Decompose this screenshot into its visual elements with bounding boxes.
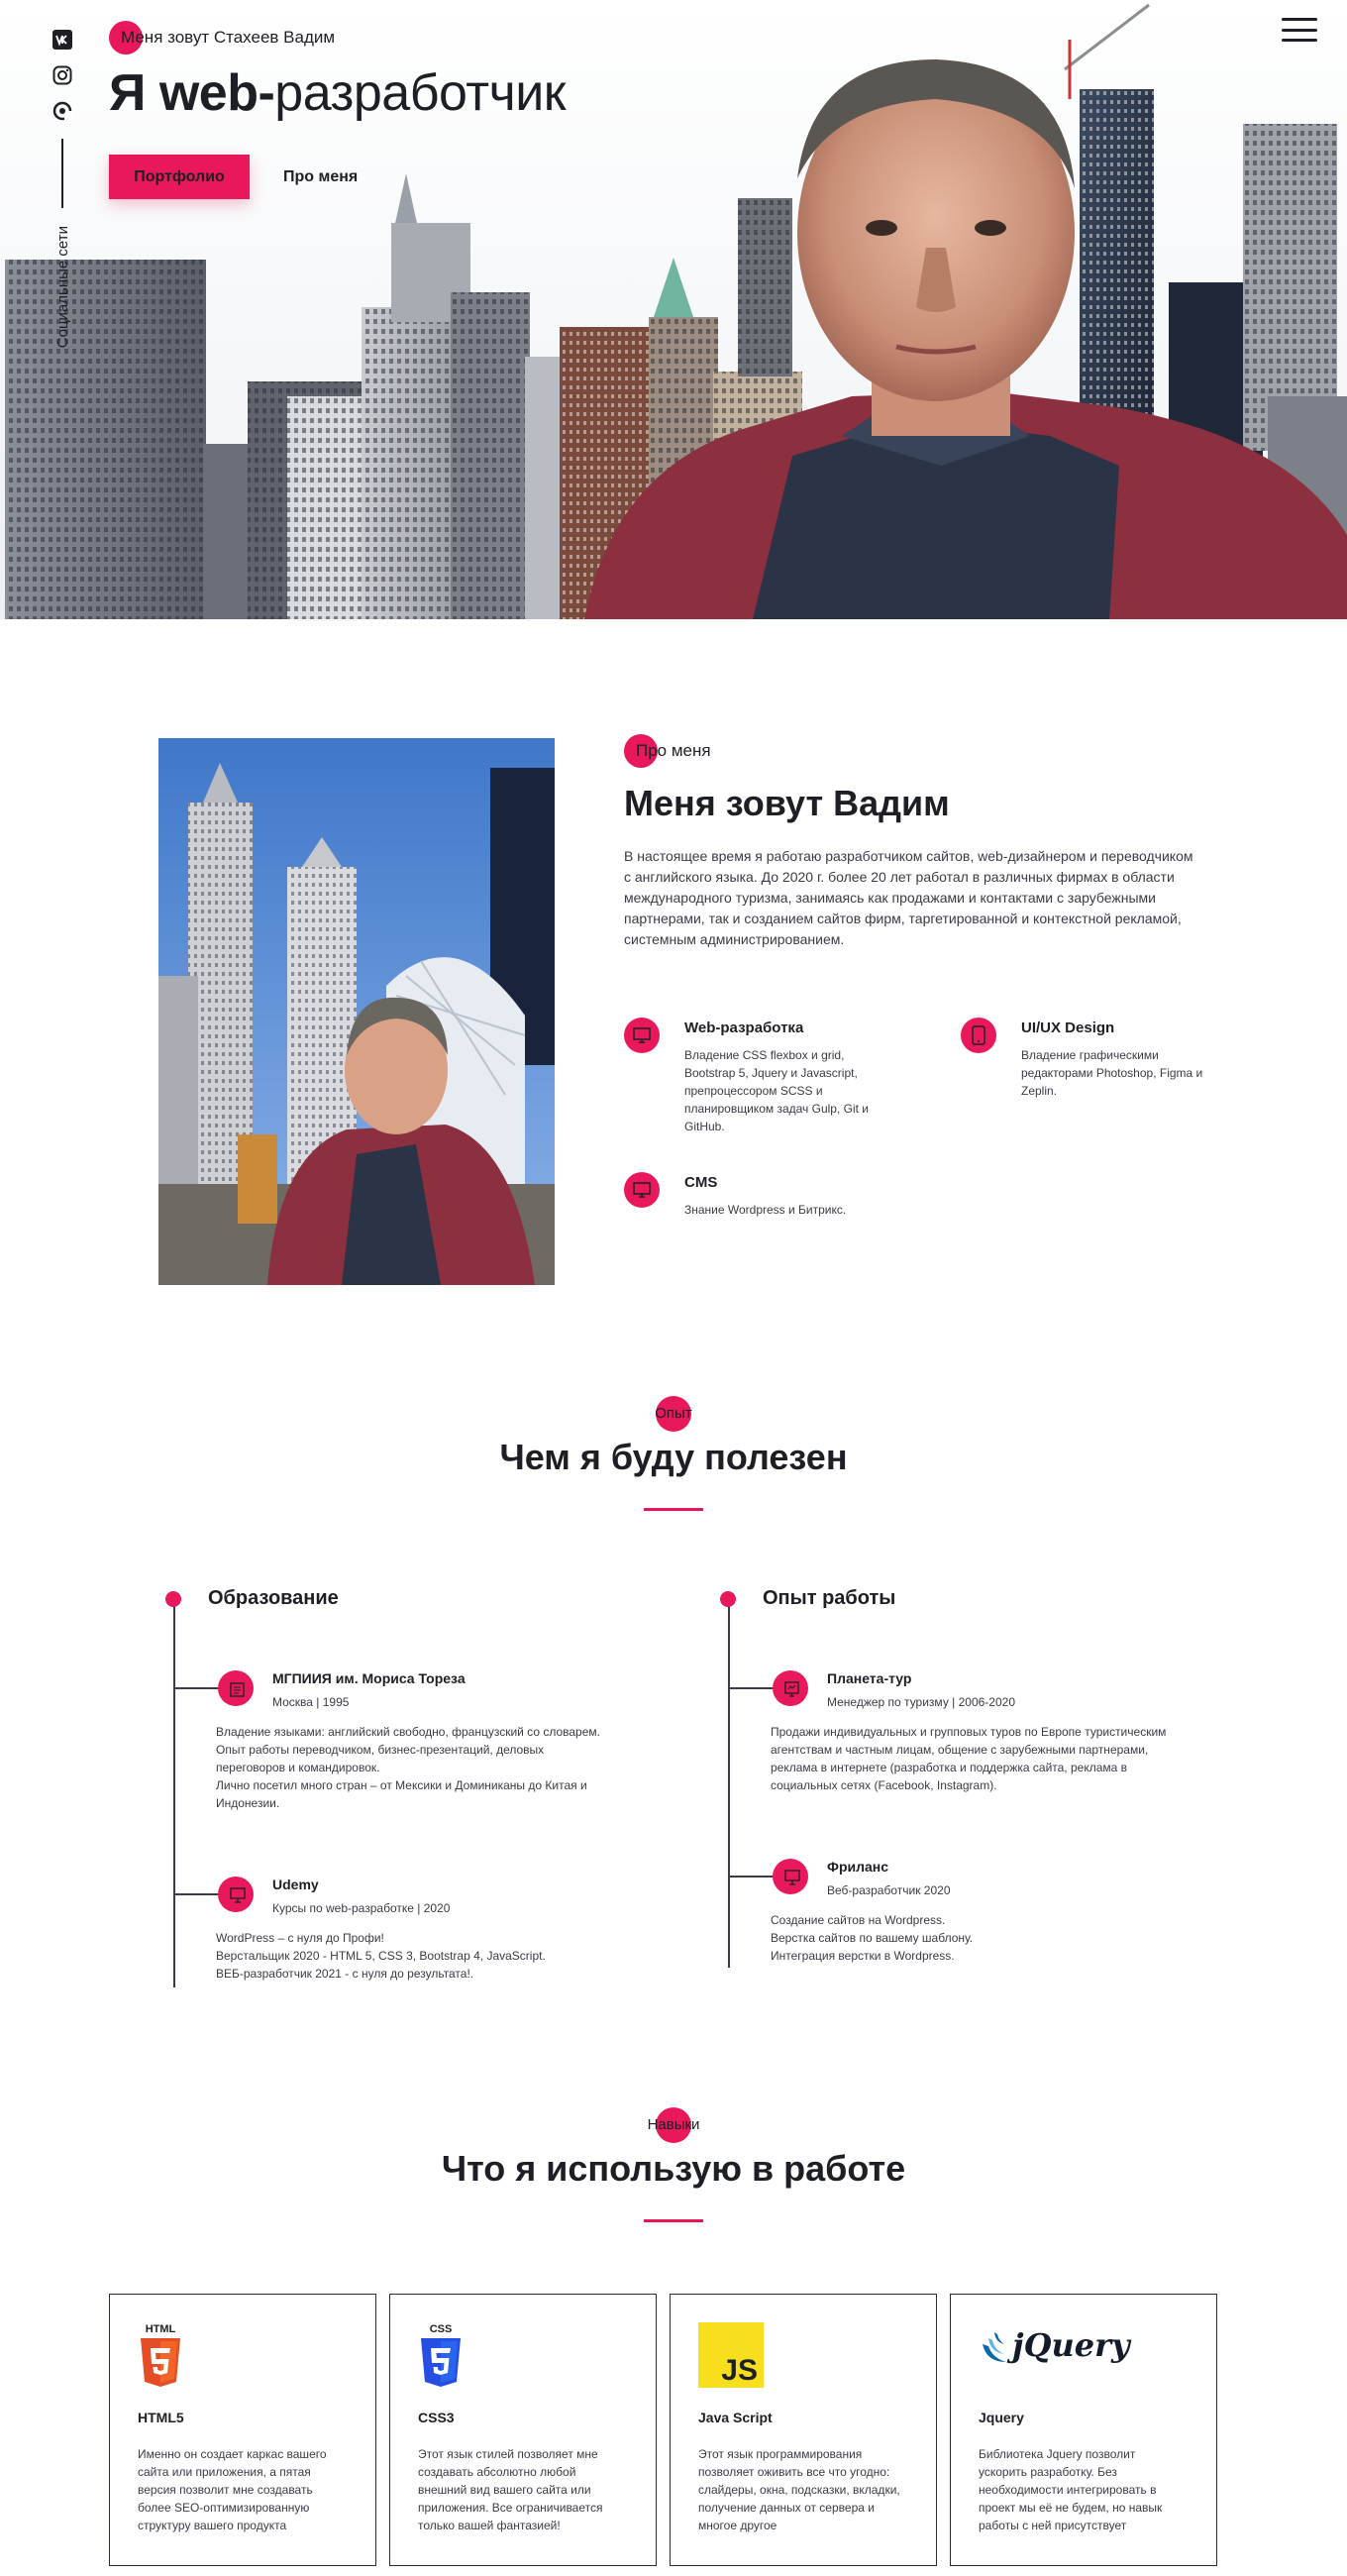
timeline-item <box>728 1859 1203 1965</box>
about-title: Меня зовут Вадим <box>624 783 950 823</box>
skill-name: CSS3 <box>418 2410 455 2425</box>
experience-divider <box>644 1508 703 1511</box>
hero-text <box>109 28 566 199</box>
timeline-item-title: Фриланс <box>827 1859 889 1875</box>
experience-title: Чем я буду полезен <box>499 1437 848 1477</box>
timeline-item-desc: Создание сайтов на Wordpress. Верстка сайтов по вашему шаблону. Интеграция верстки в Wordpress. <box>771 1913 974 1963</box>
feature-title: CMS <box>684 1174 718 1191</box>
timeline-item-desc: Владение языками: английский свободно, французский со словарем. Опыт работы переводчиком, бизнес-презентаций, деловых переговоров и командировок. Лично посетил много стран – от Мексики и Доминиканы до Китая и Индонезии. <box>216 1725 600 1810</box>
feature-desc: Знание Wordpress и Битрикс. <box>684 1203 847 1217</box>
hero-eyebrow: Меня зовут Стахеев Вадим <box>109 28 335 48</box>
timeline-item-sub: Курсы по web-разработке | 2020 <box>272 1901 451 1915</box>
jquery-logo-text: jQuery <box>1012 2326 1130 2364</box>
timeline-item-title: Udemy <box>272 1877 319 1892</box>
presentation-icon <box>773 1670 808 1706</box>
instagram-icon[interactable] <box>52 65 72 85</box>
skill-desc: Этот язык стилей позволяет мне создавать абсолютно любой внешний вид вашего сайта или приложения. Все ограничивается только вашей фантазией! <box>418 2447 603 2532</box>
social-divider <box>61 139 63 208</box>
skill-card-jquery <box>950 2294 1217 2566</box>
about-text <box>624 741 1228 950</box>
monitor-icon <box>773 1859 808 1894</box>
timeline-dot <box>165 1591 181 1607</box>
hero-title <box>109 63 566 123</box>
skill-card-html5 <box>109 2294 376 2566</box>
experience-eyebrow: Опыт <box>655 1405 692 1422</box>
menu-burger-icon[interactable] <box>1282 18 1317 42</box>
education-title: Образование <box>208 1587 339 1609</box>
feature-web-dev <box>624 1018 872 1135</box>
skill-desc: Именно он создает каркас вашего сайта или приложения, а пятая версия позволит мне создавать более SEO-оптимизированную структуру вашего продукта <box>138 2447 327 2532</box>
about-link[interactable]: Про меня <box>283 167 359 185</box>
timeline-item <box>173 1670 649 1812</box>
skill-name: Jquery <box>979 2410 1024 2425</box>
work-title: Опыт работы <box>763 1587 896 1609</box>
timeline-item-sub: Москва | 1995 <box>272 1695 350 1709</box>
timeline-item-title: Планета-тур <box>827 1670 912 1686</box>
timeline-item <box>173 1877 649 1983</box>
timeline-item-sub: Менеджер по туризму | 2006-2020 <box>827 1695 1015 1709</box>
experience-header <box>0 1405 1347 1511</box>
skill-card-css3 <box>389 2294 657 2566</box>
skill-desc: Библиотека Jquery позволит ускорить разработку. Без необходимости интегрировать в проект мы её не будем, но навык работы с ней присутствует <box>979 2447 1163 2532</box>
vk-icon[interactable] <box>52 30 72 50</box>
timeline-dot <box>720 1591 736 1607</box>
feature-title: Web-разработка <box>684 1020 804 1036</box>
feature-uiux <box>961 1018 1208 1100</box>
github-icon[interactable] <box>52 101 72 121</box>
about-eyebrow: Про меня <box>624 741 711 761</box>
timeline-item-title: МГПИИЯ им. Мориса Тореза <box>272 1670 466 1686</box>
javascript-icon <box>698 2322 906 2392</box>
skills-title: Что я использую в работе <box>441 2148 906 2189</box>
feature-desc: Владение графическими редакторами Photoshop, Figma и Zeplin. <box>1021 1048 1203 1098</box>
html5-logo-text: HTML <box>145 2323 176 2335</box>
hero-buttons <box>109 155 566 199</box>
hero-title-bold: Я web- <box>109 64 275 122</box>
about-photo-image <box>158 738 555 1285</box>
skills-header <box>0 2116 1347 2222</box>
skill-card-javascript <box>670 2294 937 2566</box>
timeline-item-sub: Веб-разработчик 2020 <box>827 1883 951 1897</box>
css3-icon <box>418 2322 626 2392</box>
css3-logo-text: CSS <box>429 2323 453 2335</box>
monitor-icon <box>624 1172 660 1208</box>
tablet-icon <box>961 1018 996 1053</box>
skills-eyebrow: Навыки <box>647 2116 700 2133</box>
about-photo <box>158 738 555 1285</box>
education-icon <box>218 1670 254 1706</box>
portfolio-button[interactable]: Портфолио <box>109 155 250 199</box>
skill-name: HTML5 <box>138 2410 184 2425</box>
feature-title: UI/UX Design <box>1021 1020 1115 1036</box>
skills-divider <box>644 2219 703 2222</box>
about-paragraph: В настоящее время я работаю разработчиком сайтов, web-дизайнером и переводчиком с английского языка. До 2020 г. более 20 лет работал в различных фирмах в области международного туризма, занимаясь как продажами и контактами с зарубежными партнерами, так и созданием сайтов фирм, таргетированной и контекстной рекламой, системным администрированием. <box>624 848 1193 947</box>
social-label: Социальные сети <box>53 226 71 349</box>
feature-desc: Владение CSS flexbox и grid, Bootstrap 5, Jquery и Javascript, препроцессором SCSS и планировщиком задач Gulp, Git и GitHub. <box>684 1048 870 1133</box>
hero-section <box>0 0 1347 619</box>
hero-title-light: разработчик <box>274 64 566 122</box>
timeline-item <box>728 1670 1203 1794</box>
monitor-icon <box>218 1877 254 1912</box>
skill-name: Java Script <box>698 2410 773 2425</box>
monitor-icon <box>624 1018 660 1053</box>
jquery-icon <box>979 2322 1187 2392</box>
javascript-logo-text: JS <box>721 2354 758 2387</box>
skill-desc: Этот язык программирования позволяет оживить все что угодно: слайдеры, окна, подсказки, вкладки, получение данных от сервера и многое другое <box>698 2447 900 2532</box>
social-links <box>52 30 73 348</box>
timeline-item-desc: WordPress – с нуля до Профи! Верстальщик 2020 - HTML 5, CSS 3, Bootstrap 4, JavaScript. ВЕБ-разработчик 2021 - с нуля до результата!. <box>216 1931 546 1981</box>
feature-cms <box>624 1172 872 1219</box>
html5-icon <box>138 2322 346 2392</box>
timeline-item-desc: Продажи индивидуальных и групповых туров по Европе туристическим агентствам и частным лицам, общение с зарубежными партнерами, реклама в интернете (разработка и поддержка сайта, реклама в социальных сетях (Facebook, Instagram). <box>771 1725 1167 1792</box>
